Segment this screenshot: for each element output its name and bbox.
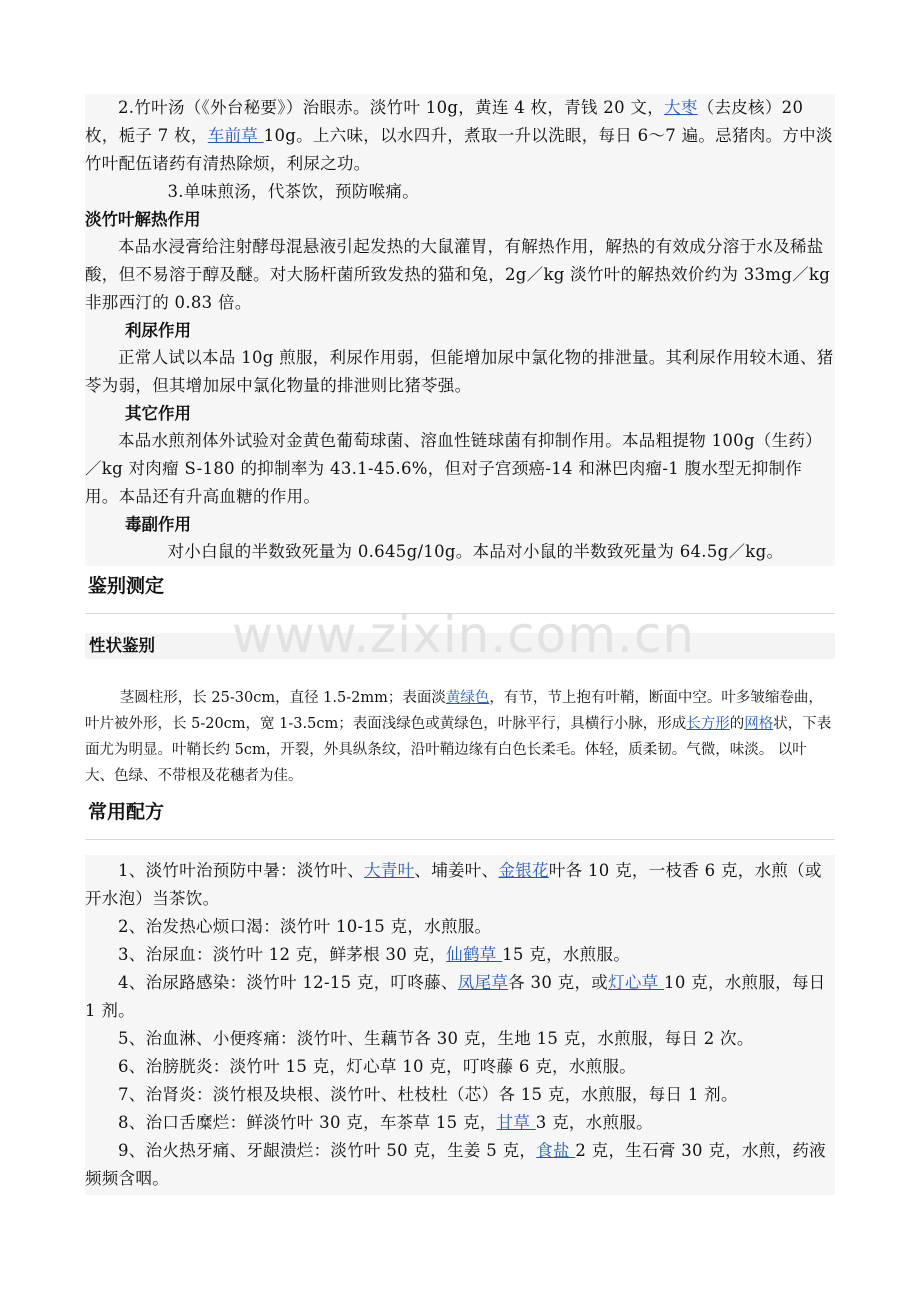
heading-antipyretic: 淡竹叶解热作用 bbox=[85, 210, 201, 229]
subsection-title-characteristics: 性状鉴别 bbox=[85, 633, 835, 659]
pharmacology-block bbox=[85, 94, 835, 566]
divider bbox=[85, 613, 835, 614]
link-salt[interactable]: 食盐 bbox=[536, 1141, 576, 1160]
link-pteris[interactable]: 凤尾草 bbox=[457, 973, 509, 992]
paragraph-toxicity: 对小白鼠的半数致死量为 0.645g/10g。本品对小鼠的半数致死量为 64.5g／kg。 bbox=[167, 542, 784, 561]
section-title-formulas: 常用配方 bbox=[88, 801, 165, 823]
paragraph-bamboo-leaf-decoction: 2.竹叶汤（《外台秘要》）治眼赤。淡竹叶 10g，黄连 4 枚，青钱 20 文，大枣（去皮核）20 枚，栀子 7 枚，车前草 10g。上六味，以水四升，煮取一升以洗眼，每日 6～7 遍。忌猪肉。方中淡竹叶配伍诸药有清热除烦，利尿之功。 bbox=[85, 98, 833, 173]
heading-diuretic: 利尿作用 bbox=[125, 321, 191, 340]
paragraph-diuretic: 正常人试以本品 10g 煎服，利尿作用弱，但能增加尿中氯化物的排泄量。其利尿作用较木通、猪苓为弱，但其增加尿中氯化物量的排泄则比猪苓强。 bbox=[85, 348, 834, 395]
formula-item: 4、治尿路感染：淡竹叶 12-15 克，叮咚藤、凤尾草各 30 克，或灯心草 10 克，水煎服，每日 1 剂。 bbox=[85, 973, 826, 1020]
formula-item: 7、治肾炎：淡竹根及块根、淡竹叶、杜枝杜（芯）各 15 克，水煎服，每日 1 剂。 bbox=[118, 1085, 738, 1104]
link-licorice[interactable]: 甘草 bbox=[496, 1113, 536, 1132]
link-rush-pith[interactable]: 灯心草 bbox=[608, 973, 665, 992]
paragraph-single-herb-tea: 3.单味煎汤，代茶饮，预防喉痛。 bbox=[167, 182, 420, 201]
link-isatis-leaf[interactable]: 大青叶 bbox=[364, 861, 415, 880]
link-plantain[interactable]: 车前草 bbox=[207, 126, 264, 145]
paragraph-other-effects: 本品水煎剂体外试验对金黄色葡萄球菌、溶血性链球菌有抑制作用。本品粗提物 100g（生药） ／kg 对肉瘤 S-180 的抑制率为 43.1-45.6%，但对子宫颈癌-14 和淋巴肉瘤-1 腹水型无抑制作用。本品还有升高血糖的作用。 bbox=[85, 431, 822, 506]
link-agrimony[interactable]: 仙鹤草 bbox=[446, 945, 503, 964]
formula-item: 9、治火热牙痛、牙龈溃烂：淡竹叶 50 克，生姜 5 克，食盐 2 克，生石膏 30 克，水煎，药液频频含咽。 bbox=[85, 1141, 826, 1188]
divider bbox=[85, 839, 835, 840]
link-jujube[interactable]: 大枣 bbox=[664, 98, 698, 117]
formula-item: 5、治血淋、小便疼痛：淡竹叶、生藕节各 30 克，生地 15 克，水煎服，每日 2 次。 bbox=[118, 1029, 754, 1048]
link-rectangle[interactable]: 长方形 bbox=[686, 716, 730, 732]
formula-item: 2、治发热心烦口渴：淡竹叶 10-15 克，水煎服。 bbox=[118, 917, 492, 936]
formula-item: 6、治膀胱炎：淡竹叶 15 克，灯心草 10 克，叮咚藤 6 克，水煎服。 bbox=[118, 1057, 637, 1076]
link-honeysuckle[interactable]: 金银花 bbox=[498, 861, 549, 880]
formula-item: 3、治尿血：淡竹叶 12 克，鲜茅根 30 克，仙鹤草 15 克，水煎服。 bbox=[118, 945, 631, 964]
formula-item: 1、淡竹叶治预防中暑：淡竹叶、大青叶、埔姜叶、金银花叶各 10 克，一枝香 6 克，水煎（或开水泡）当茶饮。 bbox=[85, 861, 822, 908]
formulas-block bbox=[85, 855, 835, 1195]
heading-other-effects: 其它作用 bbox=[125, 404, 191, 423]
link-yellow-green[interactable]: 黄绿色 bbox=[445, 690, 490, 706]
paragraph-characteristics: 茎圆柱形，长 25-30cm，直径 1.5-2mm；表面淡黄绿色，有节，节上抱有叶鞘，断面中空。叶多皱缩卷曲，叶片被外形，长 5-20cm，宽 1-3.5cm；表面浅绿色或黄绿色，叶脉平行，具横行小脉，形成长方形的网格状，下表面尤为明显。叶鞘长约 5cm，开裂，外具纵条纹，沿叶鞘边缘有白色长柔毛。体轻，质柔韧。气微，味淡。 以叶大、色绿、不带根及花穗者为佳。 bbox=[85, 690, 832, 784]
watermark: www.zixin.com.cn bbox=[232, 606, 696, 664]
paragraph-antipyretic: 本品水浸膏给注射酵母混悬液引起发热的大鼠灌胃，有解热作用，解热的有效成分溶于水及稀盐酸，但不易溶于醇及醚。对大肠杆菌所致发热的猫和兔，2g／kg 淡竹叶的解热效价约为 33mg／kg 非那西汀的 0.83 倍。 bbox=[85, 237, 831, 312]
link-grid[interactable]: 网格 bbox=[744, 716, 774, 732]
section-title-identification: 鉴别测定 bbox=[88, 575, 165, 597]
heading-toxicity: 毒副作用 bbox=[125, 515, 191, 534]
formula-item: 8、治口舌糜烂：鲜淡竹叶 30 克，车茶草 15 克，甘草 3 克，水煎服。 bbox=[118, 1113, 653, 1132]
